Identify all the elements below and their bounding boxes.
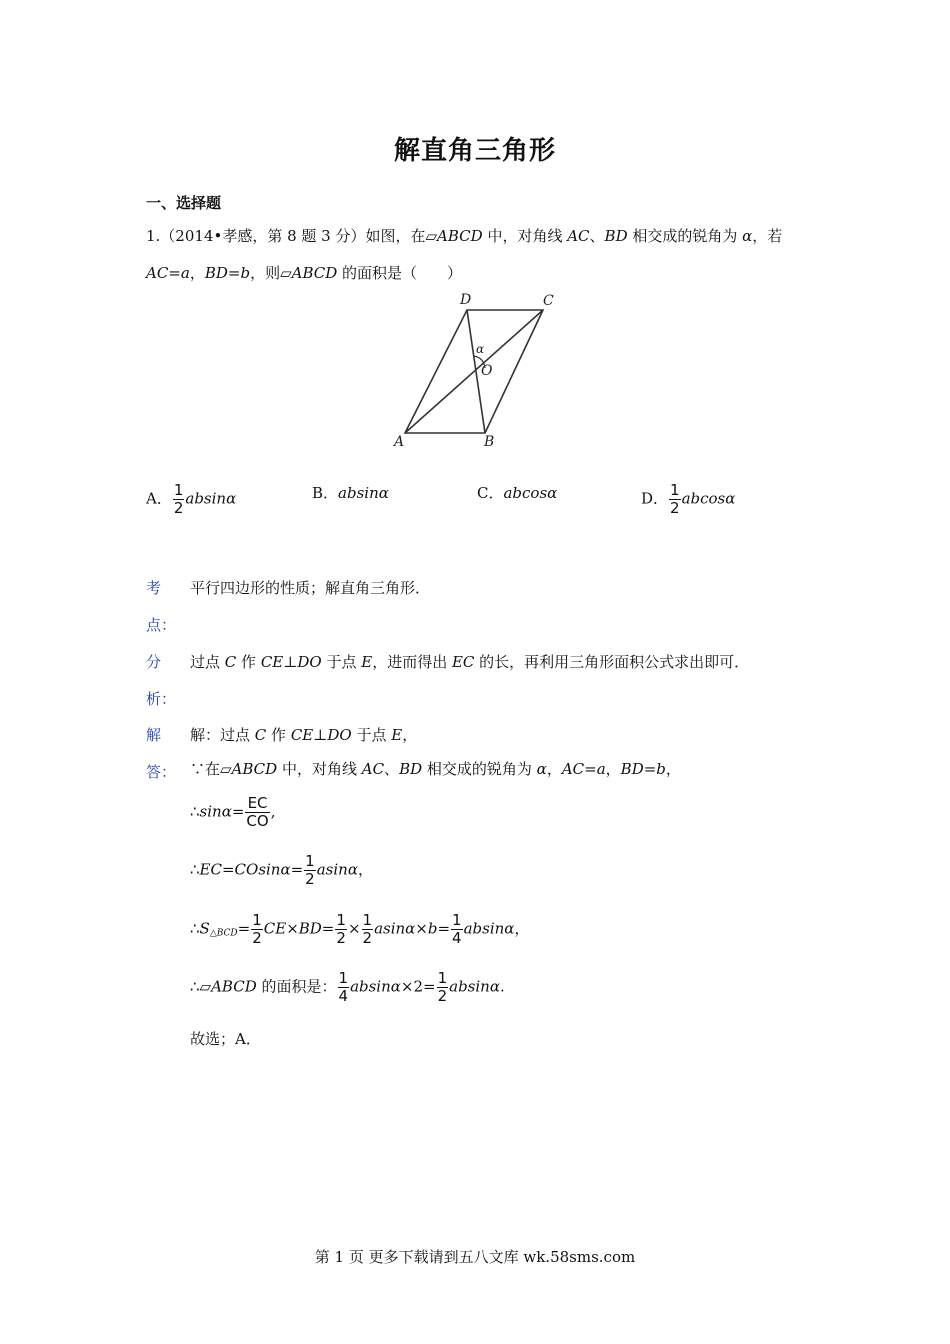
label-o: O bbox=[481, 363, 493, 379]
jieda-label-1: 解 bbox=[146, 726, 162, 744]
solution-line-5: $\therefore S_{\triangle BCD}=$ $\frac{1}{2}$ CE×BD= $\frac{1}{2}$ × $\frac{1}{2}$ asinα×b= $\frac{1}{4}$ absinα， bbox=[190, 911, 530, 947]
section-heading: 一、选择题 bbox=[146, 194, 222, 212]
diagonal-ac bbox=[405, 310, 543, 433]
solution-line-7: 故选；A． bbox=[190, 1030, 261, 1048]
kaodian-label-1: 考 bbox=[146, 579, 162, 597]
solution-line-3: ∴sinα= $\frac{EC}{CO}$ , bbox=[190, 794, 276, 830]
solution-line-6: ∴▱ABCD 的面积是： $\frac{1}{4}$ absinα×2= $\frac{1}{2}$ absinα. bbox=[190, 969, 505, 1005]
fraction: $\frac{1}{4}$ bbox=[452, 911, 462, 947]
fraction: $\frac{1}{2}$ bbox=[362, 911, 373, 947]
label-alpha: α bbox=[476, 342, 485, 356]
option-d[interactable]: D． $\frac{1}{2}$ abcosα bbox=[641, 481, 736, 517]
fraction: $\frac{1}{2}$ bbox=[305, 852, 315, 888]
page-title: 解直角三角形 bbox=[393, 136, 556, 166]
kaodian-text: 平行四边形的性质；解直角三角形． bbox=[190, 579, 431, 597]
question-line-2: AC=a，BD=b，则▱ABCD 的面积是（ ） bbox=[146, 264, 463, 282]
label-a: A bbox=[394, 434, 405, 450]
page-footer: 第 1 页 更多下载请到五八文库 wk.58sms.com bbox=[314, 1248, 636, 1266]
option-a[interactable]: A． $\frac{1}{2}$ absinα bbox=[146, 481, 237, 517]
solution-line-2: ∵在▱ABCD 中，对角线 AC、BD 相交成的锐角为 α，AC=a，BD=b， bbox=[190, 760, 681, 778]
fraction: $\frac{1}{4}$ bbox=[338, 969, 349, 1005]
fraction: $\frac{1}{2}$ bbox=[252, 911, 262, 947]
fraction: $\frac{EC}{CO}$ bbox=[246, 794, 269, 830]
label-c: C bbox=[543, 293, 554, 309]
label-b: B bbox=[484, 434, 495, 450]
fenxi-text: 过点 C 作 CE⊥DO 于点 E，进而得出 EC 的长，再利用三角形面积公式求出即可． bbox=[190, 653, 750, 671]
jieda-label-2: 答： bbox=[146, 763, 177, 781]
label-d: D bbox=[460, 292, 472, 308]
kaodian-label-2: 点： bbox=[146, 616, 177, 634]
solution-line-1: 解：过点 C 作 CE⊥DO 于点 E， bbox=[190, 726, 418, 744]
fraction: $\frac{1}{2}$ bbox=[670, 481, 680, 517]
parallelogram-figure bbox=[380, 288, 570, 453]
option-c[interactable]: C．abcosα bbox=[477, 484, 558, 502]
solution-line-4: ∴EC=COsinα= $\frac{1}{2}$ asinα， bbox=[190, 852, 373, 888]
option-b[interactable]: B．absinα bbox=[312, 484, 389, 502]
fenxi-label-1: 分 bbox=[146, 653, 162, 671]
question-line-1: 1.（2014•孝感，第 8 题 3 分）如图，在▱ABCD 中，对角线 AC、BD 相交成的锐角为 α，若 bbox=[146, 227, 783, 245]
fenxi-label-2: 析： bbox=[146, 690, 177, 708]
fraction: $\frac{1}{2}$ bbox=[173, 481, 184, 517]
fraction: $\frac{1}{2}$ bbox=[336, 911, 346, 947]
fraction: $\frac{1}{2}$ bbox=[437, 969, 448, 1005]
